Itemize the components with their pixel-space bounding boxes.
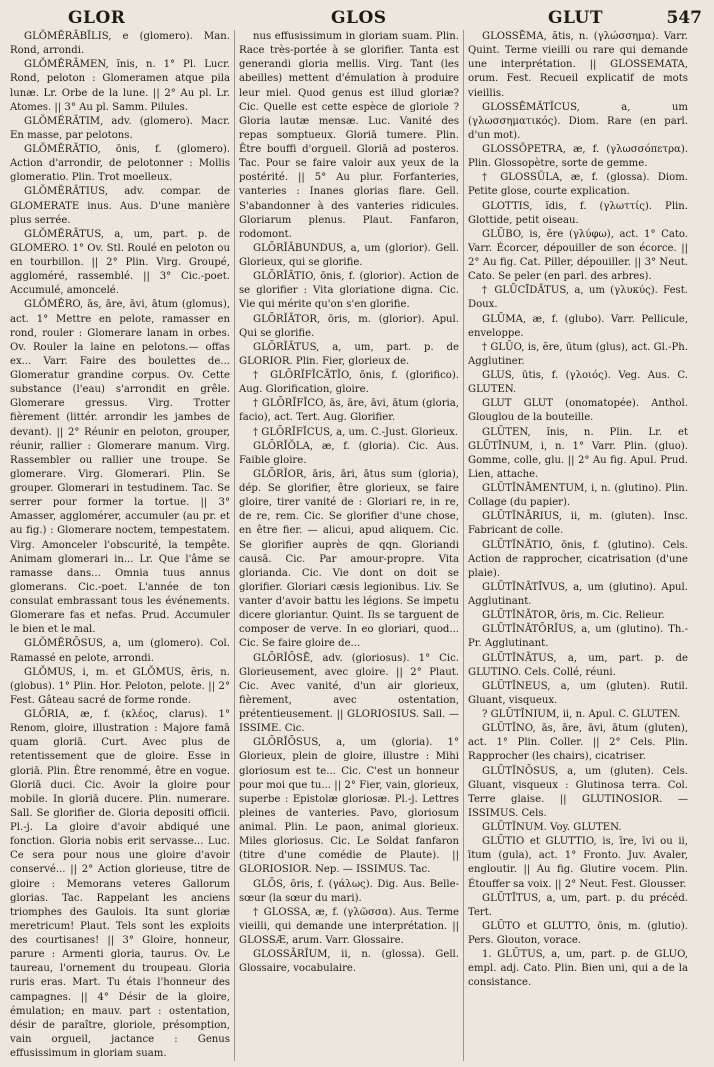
dictionary-entry: GLŎMĔRĀBĬLIS, e (glomero). Man. Rond, arrondi. bbox=[10, 31, 230, 57]
dictionary-entry: GLŪTĬNĀRIUS, ii, m. (gluten). Insc. Fabricant de colle. bbox=[468, 511, 688, 537]
dictionary-entry: GLOTTIS, ĭdis, f. (γλωττίς). Plin. Glottide, petit oiseau. bbox=[468, 200, 688, 226]
header-guide-word-center: GLOS bbox=[331, 8, 387, 28]
dictionary-entry: GLŪTIO et GLUTTIO, is, īre, īvi ou ii, ītum (gula), act. 1° Fronto. Juv. Avaler, engloutir. || Au fig. Glutire vocem. Plin. Étouffer sa voix. || 2° Neut. Fest. Glousser. bbox=[468, 836, 688, 890]
dictionary-entry: GLŌRĬĀTOR, ōris, m. (glorior). Apul. Qui se glorifie. bbox=[239, 313, 459, 339]
dictionary-entry: † GLOSSŬLA, æ, f. (glossa). Diom. Petite glose, courte explication. bbox=[468, 172, 688, 198]
dictionary-entry: GLOSSĒMĂTĬCUS, a, um (γλωσσηματικός). Diom. Rare (en parl. d'un mot). bbox=[468, 101, 688, 141]
dictionary-entry: GLŪTĪTUS, a, um, part. p. du précéd. Tert. bbox=[468, 892, 688, 918]
dictionary-entry: † GLŌRĬFĬCO, ās, āre, āvi, ātum (gloria, facio), act. Tert. Aug. Glorifier. bbox=[239, 398, 459, 424]
dictionary-entry: GLŎMUS, i, m. et GLŎMUS, ĕris, n. (globus). 1° Plin. Hor. Peloton, pelote. || 2° Fest. Gâteau sacré de forme ronde. bbox=[10, 666, 230, 706]
dictionary-entry: GLŪBO, is, ĕre (γλύφω), act. 1° Cato. Varr. Écorcer, dépouiller de son écorce. || 2° Au fig. Cat. Piller, dépouiller. || 3° Neut. Cato. Se peler (en parl. des arbres). bbox=[468, 228, 688, 283]
dictionary-entry: nus effusissimum in gloriam suam. Plin. Race très-portée à se glorifier. Tanta est generandi gloria mellis. Virg. Tant (les abeilles) mettent d'émulation à produire leur miel. Quod genus est illud gloriæ? Cic. Quelle est cette espèce de gloriole ? Gloria lautæ mensæ. Luc. Vanité des repas somptueux. Gloriā tumere. Plin. Être bouffi d'orgueil. Gloriā ad posteros. Tac. Pour se faire valoir aux yeux de la postérité. || 5° Au plur. Forfanteries, vanteries : Inanes glorias flare. Gell. S'abandonner à des vanteries ridicules. Gloriarum plenus. Plaut. Fanfaron, rodomont. bbox=[239, 31, 459, 240]
dictionary-entry: GLŌRĬĀBUNDUS, a, um (glorior). Gell. Glorieux, qui se glorifie. bbox=[239, 242, 459, 268]
dictionary-entry: GLŌS, ōris, f. (γάλως). Dig. Aus. Belle-sœur (la sœur du mari). bbox=[239, 878, 459, 904]
page-number: 547 bbox=[666, 8, 702, 28]
dictionary-entry: GLŌRĬŎLA, æ, f. (gloria). Cic. Aus. Faible gloire. bbox=[239, 440, 459, 466]
dictionary-entry: GLŪTĬNĀTOR, ōris, m. Cic. Relieur. bbox=[482, 610, 665, 622]
dictionary-entry: GLŪTĬNĀMENTUM, i, n. (glutino). Plin. Collage (du papier). bbox=[468, 483, 688, 509]
dictionary-entry: GLOSSŎPETRA, æ, f. (γλωσσόπετρα). Plin. Glossopètre, sorte de gemme. bbox=[468, 144, 688, 170]
dictionary-entry: GLUS, ūtis, f. (γλοιός). Veg. Aus. C. GLUTEN. bbox=[468, 370, 688, 396]
dictionary-entry: GLŌRĬŌSĒ, adv. (gloriosus). 1° Cic. Glorieusement, avec gloire. || 2° Plaut. Cic. Avec vanité, d'un air glorieux, fièrement, avec ostentation, prétentieusement. || GLORIOSIUS. Sall. — ISSIME. Cic. bbox=[239, 652, 459, 735]
dictionary-entry: GLŎMĔRĀTIO, ōnis, f. (glomero). Action d'arrondir, de pelotonner : Mollis glomeratio. Plin. Trot moelleux. bbox=[10, 144, 230, 184]
dictionary-entry: 1. GLŪTUS, a, um, part. p. de GLUO, empl. adj. Cato. Plin. Bien uni, qui a de la consistance. bbox=[468, 949, 688, 989]
dictionary-entry: GLOSSĀRĬUM, ii, n. (glossa). Gell. Glossaire, vocabulaire. bbox=[239, 949, 459, 975]
dictionary-entry: GLŎMĔRĀMEN, ĭnis, n. 1° Pl. Lucr. Rond, peloton : Glomeramen atque pila lunæ. Lr. Orbe de la lune. || 2° Au pl. Lr. Atomes. || 3° Au pl. Samm. Pilules. bbox=[10, 59, 230, 113]
dictionary-entry: GLŌRĬŌSUS, a, um (gloria). 1° Glorieux, plein de gloire, illustre : Mihi gloriosum est te... Cic. C'est un honneur pour moi que tu... || 2° Fier, vain, glorieux, superbe : Epistolæ gloriosæ. Pl.-j. Lettres pleines de vanteries. Pavo, gloriosum animal. Plin. Le paon, animal glorieux. Miles gloriosus. Cic. Le Soldat fanfaron (titre d'une comédie de Plaute). || GLORIOSIOR. Nep. — ISSIMUS. Tac. bbox=[239, 737, 459, 876]
dictionary-entry: GLŪTEN, ĭnis, n. Plin. Lr. et GLŪTĬNUM, i, n. 1° Varr. Plin. (gluo). Gomme, colle, glu. || 2° Au fig. Apul. Prud. Lien, attache. bbox=[468, 426, 688, 480]
dictionary-entry: GLŌRIA, æ, f. (κλέος, clarus). 1° Renom, gloire, illustration : Majore famā quam gloriā. Curt. Avec plus de retentissement que de gloire. Esse in gloriā. Plin. Être renommé, être en vogue. Gloriā duci. Cic. Avoir la gloire pour mobile. In gloriā ducere. Plin. numerare. Sall. Se glorifier de. Gloria depositi officii. Pl.-j. La gloire d'avoir abdiqué une fonction. Gloria nobis erit servasse... Luc. Ce sera pour nous une gloire d'avoir conservé... || 2° Action glorieuse, titre de gloire : Memorans veteres Gallorum glorias. Tac. Rappelant les anciens triomphes des Gaulois. Ita sunt gloriæ meretricum! Plaut. Tels sont les exploits des courtisanes! || 3° Gloire, honneur, parure : Armenti gloria, taurus. Ov. Le taureau, l'ornement du troupeau. Gloria ruris eras. Mart. Tu étais l'honneur des campagnes. || 4° Désir de la gloire, émulation; en mauv. part : ostentation, désir de paraître, gloriole, présomption, vain orgueil, jactance : Genus effusissimum in gloriam suam. bbox=[10, 709, 230, 1059]
dictionary-entry: † GLOSSA, æ, f. (γλῶσσα). Aus. Terme vieilli, qui demande une interprétation. || GLOSSÆ, arum. Varr. Glossaire. bbox=[239, 906, 459, 946]
dictionary-entry: GLŎMĔRĀTIM, adv. (glomero). Macr. En masse, par pelotons. bbox=[10, 115, 230, 141]
dictionary-entry: † GLŪCĪDĀTUS, a, um (γλυκύς). Fest. Doux. bbox=[468, 285, 688, 311]
dictionary-entry: GLŎMĔRŌSUS, a, um (glomero). Col. Ramassé en pelote, arrondi. bbox=[10, 638, 230, 664]
dictionary-entry: GLŪTO et GLUTTO, ōnis, m. (glutio). Pers. Glouton, vorace. bbox=[468, 920, 688, 946]
dictionary-entry: GLŪTĬNUM. Voy. GLUTEN. bbox=[482, 822, 622, 833]
dictionary-entry: GLUT GLUT (onomatopée). Anthol. Glouglou de la bouteille. bbox=[468, 398, 688, 424]
column-left bbox=[6, 30, 234, 1061]
dictionary-entry: GLŪTĬNŌSUS, a, um (gluten). Cels. Gluant, visqueux : Glutinosa terra. Col. Terre glaise. || GLUTINOSIOR. — ISSIMUS. Cels. bbox=[468, 765, 688, 819]
dictionary-entry: † GLŌRĬFĬCUS, a, um. C.-Just. Glorieux. bbox=[253, 426, 458, 438]
dictionary-entry: GLŌRĬĀTIO, ōnis, f. (glorior). Action de se glorifier : Vita gloriatione digna. Cic. Vie qui mérite qu'on s'en glorifie. bbox=[239, 271, 459, 311]
dictionary-entry: GLOSSĒMA, ătis, n. (γλώσσημα). Varr. Quint. Terme vieilli ou rare qui demande une interprétation. || GLOSSEMATA, orum. Fest. Recueil explicatif de mots vieillis. bbox=[468, 31, 688, 99]
header-guide-word-left: GLOR bbox=[68, 8, 126, 28]
column-middle bbox=[234, 30, 464, 1061]
dictionary-entry: GLŪTĬNO, ās, āre, āvi, ātum (gluten), act. 1° Plin. Coller. || 2° Cels. Plin. Rapprocher (les chairs), cicatriser. bbox=[468, 723, 688, 763]
dictionary-entry: GLŪTĬNĀTŌRĬUS, a, um (glutino). Th.-Pr. Agglutinant. bbox=[468, 624, 688, 650]
dictionary-entry: ? GLŪTĬNIUM, ii, n. Apul. C. GLUTEN. bbox=[482, 709, 681, 720]
running-header bbox=[6, 4, 706, 30]
dictionary-entry: GLŪMA, æ, f. (glubo). Varr. Pellicule, enveloppe. bbox=[468, 313, 688, 339]
header-guide-word-right: GLUT bbox=[548, 8, 604, 28]
dictionary-entry: GLŎMĔRO, ās, āre, āvi, ātum (glomus), act. 1° Mettre en pelote, ramasser en rond, rouler : Glomerare lanam in orbes. Ov. Rouler la laine en pelotons.— offas ex... Varr. Faire des boulettes de... Glomeratur grandine corpus. Ov. Cette substance (l'eau) s'arrondit en grêle. Glomerare gressus. Virg. Trotter fièrement (littér. arrondir les jambes de devant). || 2° Réunir en peloton, grouper, réunir, rallier : Glomerare manum. Virg. Rassembler ou rallier une troupe. Se glomerare. Virg. Glomerari. Plin. Se grouper. Glomerari in testudinem. Tac. Se serrer pour former la tortue. || 3° Amasser, agglomérer, accumuler (au pr. et au fig.) : Glomerare noctem, tempestatem. Virg. Amonceler l'obscurité, la tempête. Animam glomerari in... Lr. Que l'âme se ramasse dans... Omnia tuus annus glomerans. Cic.-poet. L'année de ton consulat embrassant tous les événements. Glomerare fas et nefas. Prud. Accumuler le bien et le mal. bbox=[10, 299, 230, 636]
dictionary-entry: † GLŌRĬFĬCĀTĬO, ōnis, f. (glorifico). Aug. Glorification, gloire. bbox=[239, 370, 459, 396]
dictionary-entry: † GLŪO, is, ĕre, ūtum (glus), act. Gl.-Ph. Agglutiner. bbox=[468, 341, 688, 367]
dictionary-entry: GLŪTĬNĀTIO, ōnis, f. (glutino). Cels. Action de rapprocher, cicatrisation (d'une plaie). bbox=[468, 539, 688, 579]
dictionary-entry: GLŌRĬOR, āris, āri, ātus sum (gloria), dép. Se glorifier, être glorieux, se faire gloire, tirer vanité de : Gloriari re, in re, de re, rem. Cic. Se glorifier d'une chose, en être fier. — alicui, apud aliquem. Cic. Se glorifier auprès de qqn. Gloriandi causā. Cic. Par amour-propre. Vita glorianda. Cic. Vie dont on doit se glorifier. Gloriari cæsis legionibus. Liv. Se vanter d'avoir battu les légions. Se impetu dicere gloriantur. Quint. Ils se targuent de composer de verve. In eo gloriari, quod... Cic. Se faire gloire de... bbox=[239, 468, 459, 650]
dictionary-entry: GLŌRĬĀTUS, a, um, part. p. de GLORIOR. Plin. Fier, glorieux de. bbox=[239, 341, 459, 367]
dictionary-entry: GLŪTĬNEUS, a, um (gluten). Rutil. Gluant, visqueux. bbox=[468, 680, 688, 706]
dictionary-entry: GLŎMĔRĀTUS, a, um, part. p. de GLOMERO. 1° Ov. Stl. Roulé en peloton ou en tourbillon. || 2° Plin. Virg. Groupé, aggloméré, rassemblé. || 3° Cic.-poet. Accumulé, amoncelé. bbox=[10, 228, 230, 297]
dictionary-entry: GLŪTĬNĀTUS, a, um, part. p. de GLUTINO. Cels. Collé, réuni. bbox=[468, 652, 688, 678]
dictionary-entry: GLŪTĬNĀTĪVUS, a, um (glutino). Apul. Agglutinant. bbox=[468, 581, 688, 607]
column-right bbox=[464, 30, 692, 1061]
dictionary-entry: GLŎMĔRĀTIUS, adv. compar. de GLOMERATE inus. Aus. D'une manière plus serrée. bbox=[10, 186, 230, 226]
text-columns bbox=[6, 30, 706, 1061]
